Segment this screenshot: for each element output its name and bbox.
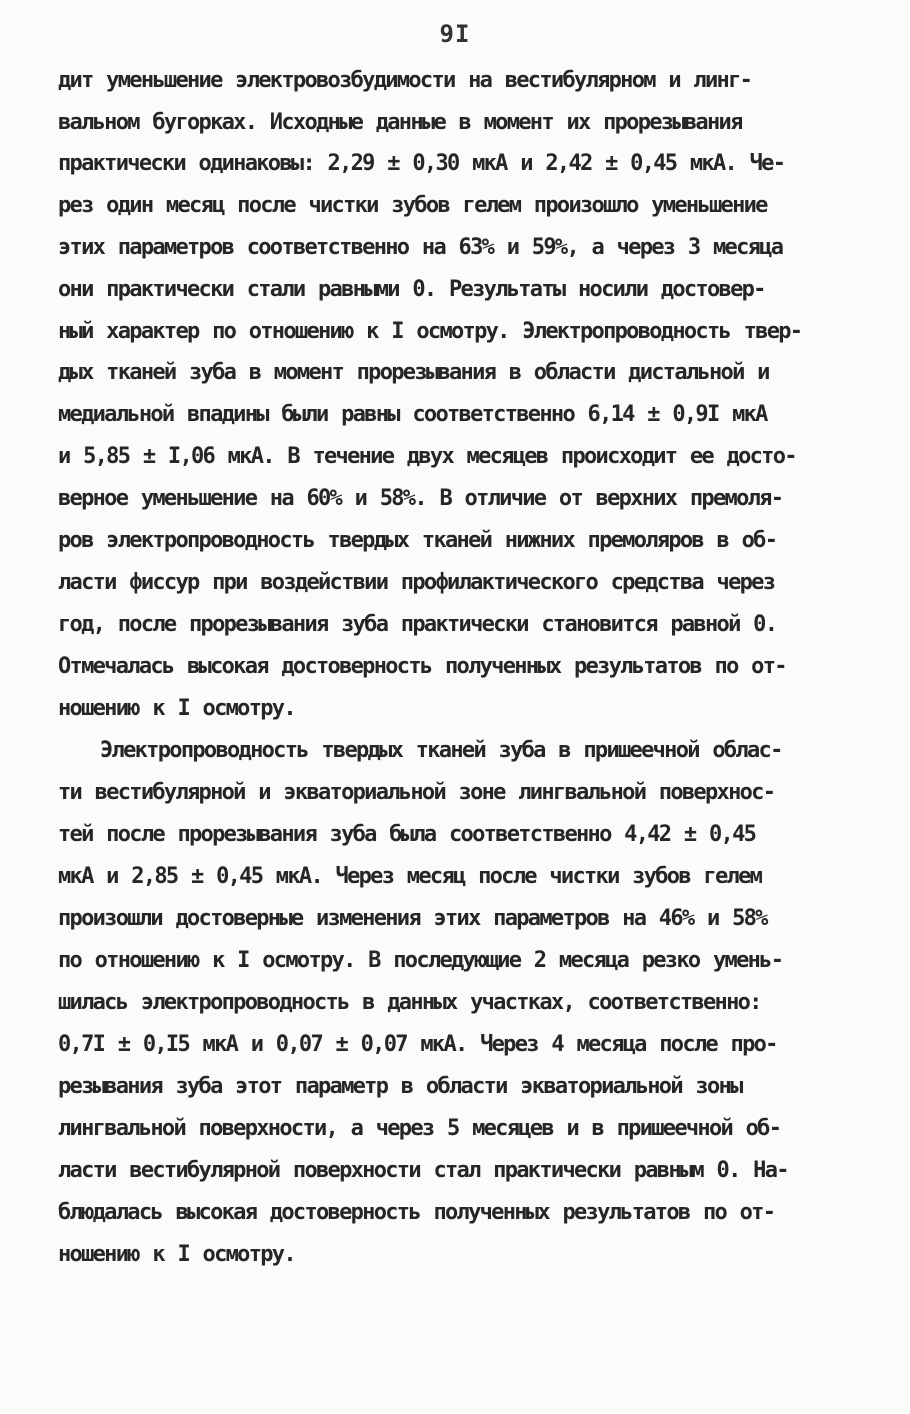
text-line: рез один месяц после чистки зубов гелем произошло уменьшение [58, 193, 767, 218]
text-line: по отношению к I осмотру. В последующие 2 месяца резко умень- [58, 948, 783, 973]
text-line: 0,7I ± 0,I5 мкА и 0,07 ± 0,07 мкА. Через 4 месяца после про- [58, 1032, 777, 1057]
text-line: ношению к I осмотру. [58, 696, 295, 721]
text-line: год, после прорезывания зуба практически становится равной 0. [58, 612, 777, 637]
text-line: ти вестибулярной и экваториальной зоне лингвальной поверхнос- [58, 780, 775, 805]
text-line: они практически стали равными 0. Результаты носили достовер- [58, 277, 765, 302]
text-line: ров электропроводность твердых тканей нижних премоляров в об- [58, 528, 777, 553]
text-line: ласти вестибулярной поверхности стал практически равным 0. На- [58, 1158, 788, 1183]
text-line: резывания зуба этот параметр в области экваториальной зоны [58, 1074, 742, 1099]
text-line: произошли достоверные изменения этих параметров на 46% и 58% [58, 906, 767, 931]
text-line: ласти фиссур при воздействии профилактического средства через [58, 570, 775, 595]
text-line: этих параметров соответственно на 63% и 59%, а через 3 месяца [58, 235, 783, 260]
text-line: медиальной впадины были равны соответственно 6,14 ± 0,9I мкА [58, 402, 767, 427]
paragraph-start-line: Электропроводность твердых тканей зуба в пришеечной облас- [100, 738, 782, 763]
text-line: Отмечалась высокая достоверность полученных результатов по от- [58, 654, 786, 679]
text-line: лингвальной поверхности, а через 5 месяцев и в пришеечной об- [58, 1116, 781, 1141]
text-line: шилась электропроводность в данных участках, соответственно: [58, 990, 761, 1015]
text-line: вальном бугорках. Исходные данные в момент их прорезывания [58, 110, 742, 135]
text-line: ный характер по отношению к I осмотру. Электропроводность твер- [58, 319, 802, 344]
text-line: дит уменьшение электровозбудимости на вестибулярном и линг- [58, 68, 752, 93]
text-line: дых тканей зуба в момент прорезывания в области дистальной и [58, 360, 769, 385]
text-line: мкА и 2,85 ± 0,45 мкА. Через месяц после чистки зубов гелем [58, 864, 762, 889]
text-line: верное уменьшение на 60% и 58%. В отличие от верхних премоля- [58, 486, 783, 511]
text-line: ношению к I осмотру. [58, 1242, 295, 1267]
text-line: практически одинаковы: 2,29 ± 0,30 мкА и 2,42 ± 0,45 мкА. Че- [58, 151, 785, 176]
text-line: блюдалась высокая достоверность полученных результатов по от- [58, 1200, 775, 1225]
text-line: и 5,85 ± I,06 мкА. В течение двух месяцев происходит ее досто- [58, 444, 796, 469]
text-line: тей после прорезывания зуба была соответственно 4,42 ± 0,45 [58, 822, 756, 847]
page-number: 9I [439, 20, 471, 48]
